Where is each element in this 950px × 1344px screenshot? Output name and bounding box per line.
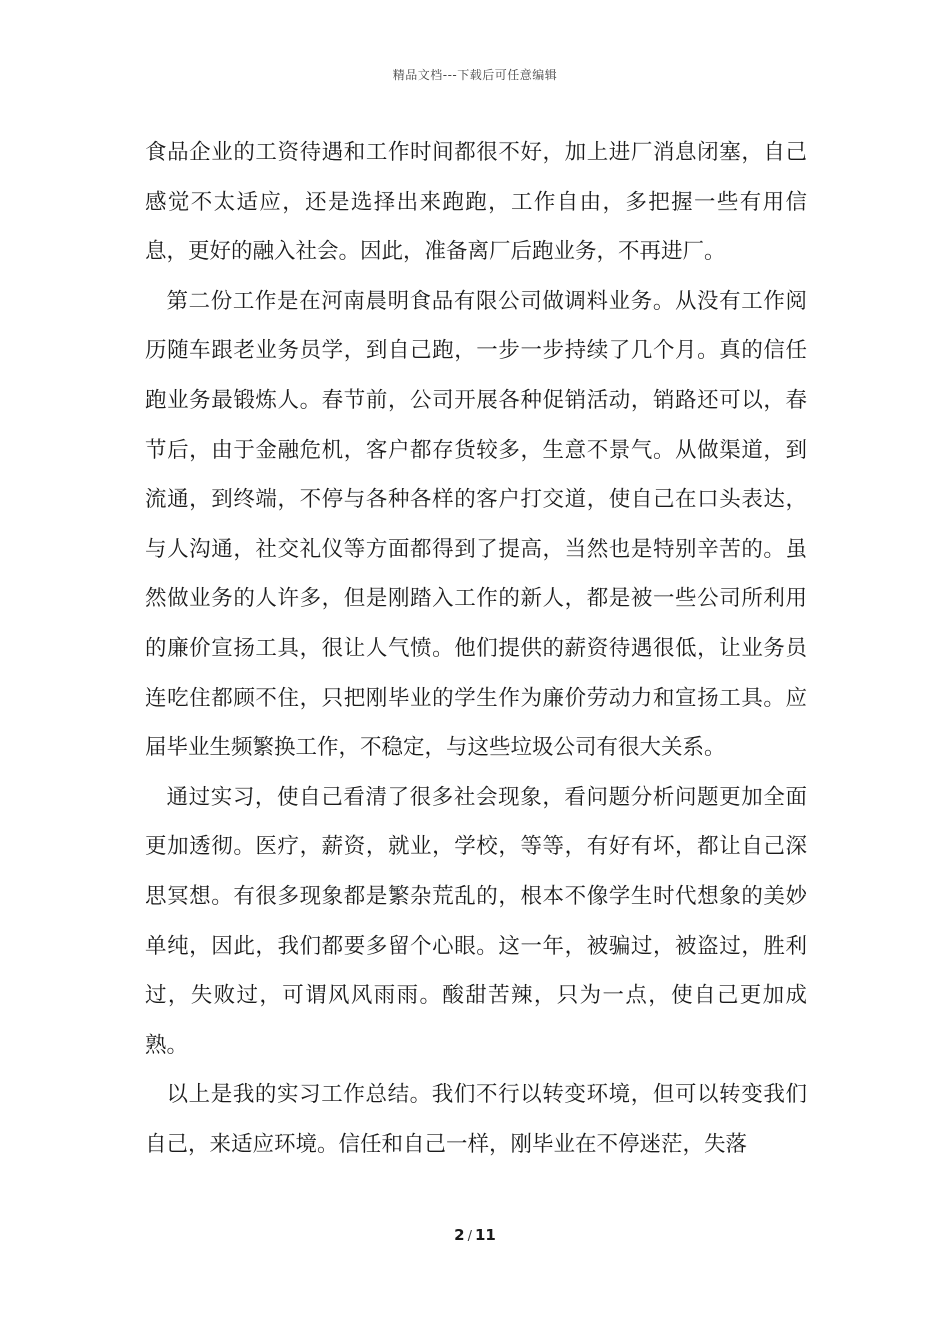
paragraph-4: 以上是我的实习工作总结。我们不行以转变环境，但可以转变我们自己，来适应环境。信任和自己一样，刚毕业在不停迷茫，失落 — [145, 1082, 807, 1157]
current-page-number: 2 — [454, 1226, 465, 1244]
page-number-separator: / — [467, 1229, 472, 1244]
paragraph-2: 第二份工作是在河南晨明食品有限公司做调料业务。从没有工作阅历随车跟老业务员学，到自己跑，一步一步持续了几个月。真的信任跑业务最锻炼人。春节前，公司开展各种促销活动，销路还可以，春节后，由于金融危机，客户都存货较多，生意不景气。从做渠道，到流通，到终端，不停与各种各样的客户打交道，使自己在口头表达，与人沟通，社交礼仪等方面都得到了提高，当然也是特别辛苦的。虽然做业务的人许多，但是刚踏入工作的新人，都是被一些公司所利用的廉价宣扬工具，很让人气愤。他们提供的薪资待遇很低，让业务员连吃住都顾不住，只把刚毕业的学生作为廉价劳动力和宣扬工具。应届毕业生频繁换工作，不稳定，与这些垃圾公司有很大关系。 — [145, 288, 807, 761]
page-header: 精品文档---下载后可任意编辑 — [392, 68, 558, 82]
paragraph-1: 食品企业的工资待遇和工作时间都很不好，加上进厂消息闭塞，自己感觉不太适应，还是选择出来跑跑，工作自由，多把握一些有用信息，更好的融入社会。因此，准备离厂后跑业务，不再进厂。 — [145, 140, 807, 265]
document-body — [145, 128, 807, 1169]
page-number — [0, 1226, 950, 1244]
paragraph-3: 通过实习，使自己看清了很多社会现象，看问题分析问题更加全面更加透彻。医疗，薪资，就业，学校，等等，有好有坏，都让自己深思冥想。有很多现象都是繁杂荒乱的，根本不像学生时代想象的美妙单纯，因此，我们都要多留个心眼。这一年，被骗过，被盗过，胜利过，失败过，可谓风风雨雨。酸甜苦辣，只为一点，使自己更加成熟。 — [145, 784, 807, 1058]
total-pages-number: 11 — [474, 1226, 496, 1244]
